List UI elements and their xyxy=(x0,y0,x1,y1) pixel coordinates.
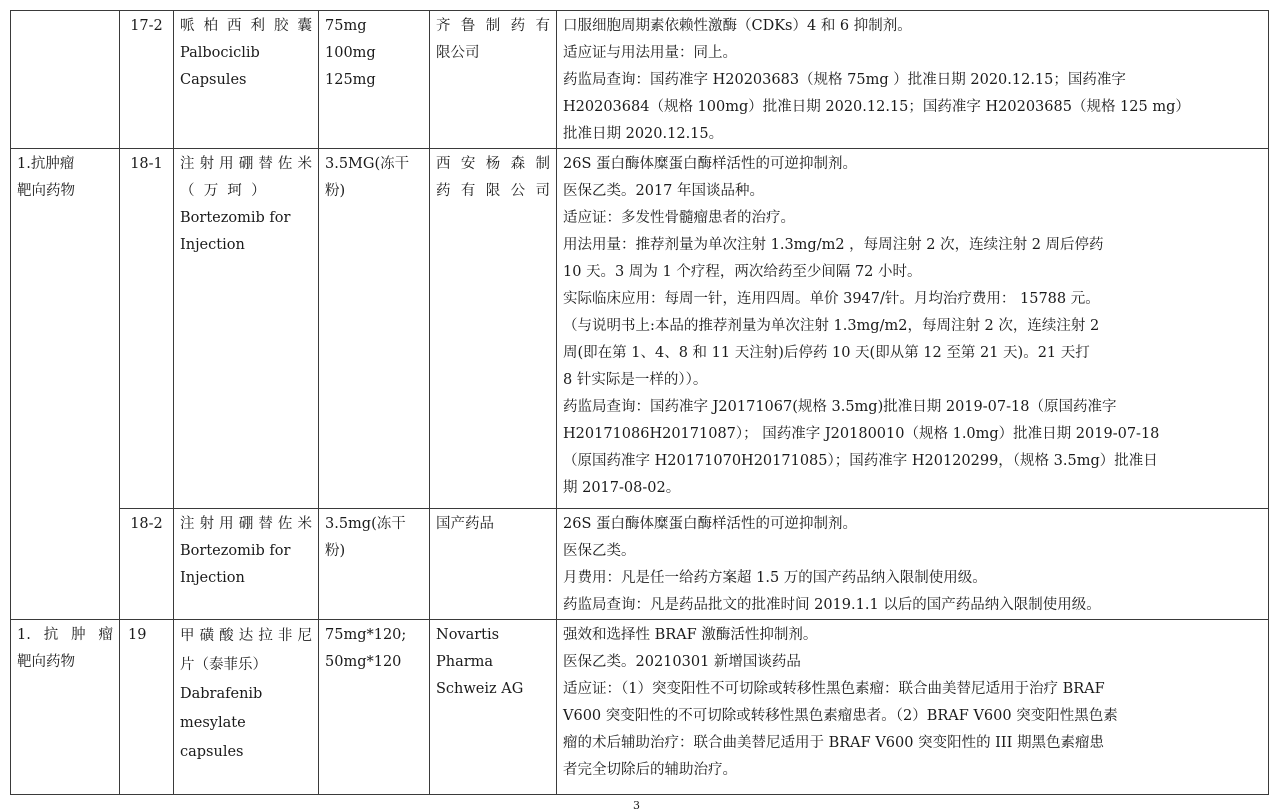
spec-line: 100mg xyxy=(325,45,376,61)
description-line: 医保乙类。20210301 新增国谈药品 xyxy=(563,654,801,670)
spec-line: 75mg*120; xyxy=(325,627,407,643)
page-number: 3 xyxy=(633,799,640,812)
row-number: 18-2 xyxy=(130,516,163,532)
description-line: 10 天。3 周为 1 个疗程，两次给药至少间隔 72 小时。 xyxy=(563,264,922,280)
drug-table xyxy=(10,10,1269,795)
description-line: 适应证与用法用量：同上。 xyxy=(563,45,737,61)
drug-name-cn: 甲磺酸达拉非尼 xyxy=(180,628,312,644)
description-line: 26S 蛋白酶体糜蛋白酶样活性的可逆抑制剂。 xyxy=(563,516,857,532)
company-line: 国产药品 xyxy=(436,516,494,532)
number-cell xyxy=(120,11,174,149)
description-line: 周(即在第 1、4、8 和 11 天注射)后停药 10 天(即从第 12 至第 21 天)。21 天打 xyxy=(563,345,1090,361)
description-line: 8 针实际是一样的））。 xyxy=(563,372,708,388)
drug-name-en: Dabrafenib xyxy=(180,686,263,702)
company-cell xyxy=(430,620,557,795)
description-line: 月费用：凡是任一给药方案超 1.5 万的国产药品纳入限制使用级。 xyxy=(563,570,987,586)
number-cell xyxy=(120,620,174,795)
category-cell xyxy=(11,620,120,795)
spec-line: 粉) xyxy=(325,183,346,199)
category-cell xyxy=(11,11,120,149)
description-line: 适应证：多发性骨髓瘤患者的治疗。 xyxy=(563,210,795,226)
row-number: 17-2 xyxy=(130,18,163,34)
spec-line: 3.5mg(冻干 xyxy=(325,516,406,532)
drug-name-en: Palbociclib xyxy=(180,45,260,61)
description-line: 药监局查询：国药准字 H20203683（规格 75mg ）批准日期 2020.12.15；国药准字 xyxy=(563,72,1126,88)
description-line: 口服细胞周期素依赖性激酶（CDKs）4 和 6 抑制剂。 xyxy=(563,18,912,34)
drug-name-en: capsules xyxy=(180,744,244,760)
company-line: 齐鲁制药有 xyxy=(436,18,550,34)
drug-brand-name: 片（泰菲乐） xyxy=(180,657,267,673)
drug-brand-name: （ 万 珂 ） xyxy=(180,183,266,199)
row-number: 18-1 xyxy=(130,156,163,172)
description-line: 医保乙类。2017 年国谈品种。 xyxy=(563,183,765,199)
company-line: Pharma xyxy=(436,654,494,670)
drug-name-en: Bortezomib for xyxy=(180,210,291,226)
description-cell xyxy=(557,11,1269,149)
description-line: 瘤的术后辅助治疗：联合曲美替尼适用于 BRAF V600 突变阳性的 III 期黑色素瘤患 xyxy=(563,735,1104,751)
drug-name-en: mesylate xyxy=(180,715,246,731)
number-cell xyxy=(120,509,174,620)
description-line: 期 2017-08-02。 xyxy=(563,480,681,496)
drug-name-cell xyxy=(174,149,319,509)
spec-cell xyxy=(319,149,430,509)
drug-name-cell xyxy=(174,509,319,620)
company-cell xyxy=(430,11,557,149)
spec-line: 75mg xyxy=(325,18,367,34)
spec-cell xyxy=(319,11,430,149)
drug-name-en: Capsules xyxy=(180,72,247,88)
table-row xyxy=(11,149,1269,509)
drug-name-en: Injection xyxy=(180,570,245,586)
description-line: 用法用量：推荐剂量为单次注射 1.3mg/m2 ，每周注射 2 次，连续注射 2 周后停药 xyxy=(563,237,1104,253)
company-line: 限公司 xyxy=(436,45,480,61)
spec-cell xyxy=(319,509,430,620)
description-line: 实际临床应用：每周一针，连用四周。单价 3947/针。月均治疗费用： 15788 元。 xyxy=(563,291,1100,307)
drug-name-cn: 注射用硼替佐米 xyxy=(180,516,312,532)
company-line: Schweiz AG xyxy=(436,681,524,697)
spec-line: 50mg*120 xyxy=(325,654,402,670)
number-cell xyxy=(120,149,174,509)
description-cell xyxy=(557,149,1269,509)
category-line: 1.抗肿瘤 xyxy=(17,627,113,643)
company-line: 药有限公司 xyxy=(436,183,550,199)
drug-name-en: Bortezomib for xyxy=(180,543,291,559)
drug-name-cell xyxy=(174,620,319,795)
category-line: 1.抗肿瘤 xyxy=(17,156,75,172)
description-line: 药监局查询：国药准字 J20171067(规格 3.5mg)批准日期 2019-07-18（原国药准字 xyxy=(563,399,1117,415)
description-line: 适应证：（1）突变阳性不可切除或转移性黑色素瘤：联合曲美替尼适用于治疗 BRAF xyxy=(563,681,1105,697)
description-line: 药监局查询：凡是药品批文的批准时间 2019.1.1 以后的国产药品纳入限制使用级。 xyxy=(563,597,1101,613)
description-line: 医保乙类。 xyxy=(563,543,636,559)
company-cell xyxy=(430,149,557,509)
description-line: 26S 蛋白酶体糜蛋白酶样活性的可逆抑制剂。 xyxy=(563,156,857,172)
category-line: 靶向药物 xyxy=(17,654,75,670)
drug-name-cn: 哌柏西利胶囊 xyxy=(180,18,312,34)
category-cell xyxy=(11,149,120,620)
description-line: （与说明书上:本品的推荐剂量为单次注射 1.3mg/m2，每周注射 2 次，连续注射 2 xyxy=(563,318,1100,334)
company-line: 西安杨森制 xyxy=(436,156,550,172)
company-cell xyxy=(430,509,557,620)
description-line: H20171086H20171087）； 国药准字 J20180010（规格 1.0mg）批准日期 2019-07-18 xyxy=(563,426,1160,442)
spec-cell xyxy=(319,620,430,795)
drug-name-en: Injection xyxy=(180,237,245,253)
row-number: 19 xyxy=(128,627,147,643)
description-line: （原国药准字 H20171070H20171085）；国药准字 H20120299，（规格 3.5mg）批准日 xyxy=(563,453,1158,469)
description-line: 批准日期 2020.12.15。 xyxy=(563,126,724,142)
table-row xyxy=(11,620,1269,795)
drug-name-cn: 注射用硼替佐米 xyxy=(180,156,312,172)
description-line: V600 突变阳性的不可切除或转移性黑色素瘤患者。（2）BRAF V600 突变阳性黑色素 xyxy=(563,708,1118,724)
company-line: Novartis xyxy=(436,627,500,643)
description-line: 强效和选择性 BRAF 激酶活性抑制剂。 xyxy=(563,627,818,643)
description-line: 者完全切除后的辅助治疗。 xyxy=(563,762,737,778)
category-line: 靶向药物 xyxy=(17,183,75,199)
spec-line: 3.5MG(冻干 xyxy=(325,156,410,172)
description-line: H20203684（规格 100mg）批准日期 2020.12.15；国药准字 H20203685（规格 125 mg） xyxy=(563,99,1190,115)
drug-name-cell xyxy=(174,11,319,149)
description-cell xyxy=(557,620,1269,795)
spec-line: 粉) xyxy=(325,543,346,559)
description-cell xyxy=(557,509,1269,620)
spec-line: 125mg xyxy=(325,72,376,88)
table-row xyxy=(11,11,1269,149)
table-row xyxy=(11,509,1269,620)
